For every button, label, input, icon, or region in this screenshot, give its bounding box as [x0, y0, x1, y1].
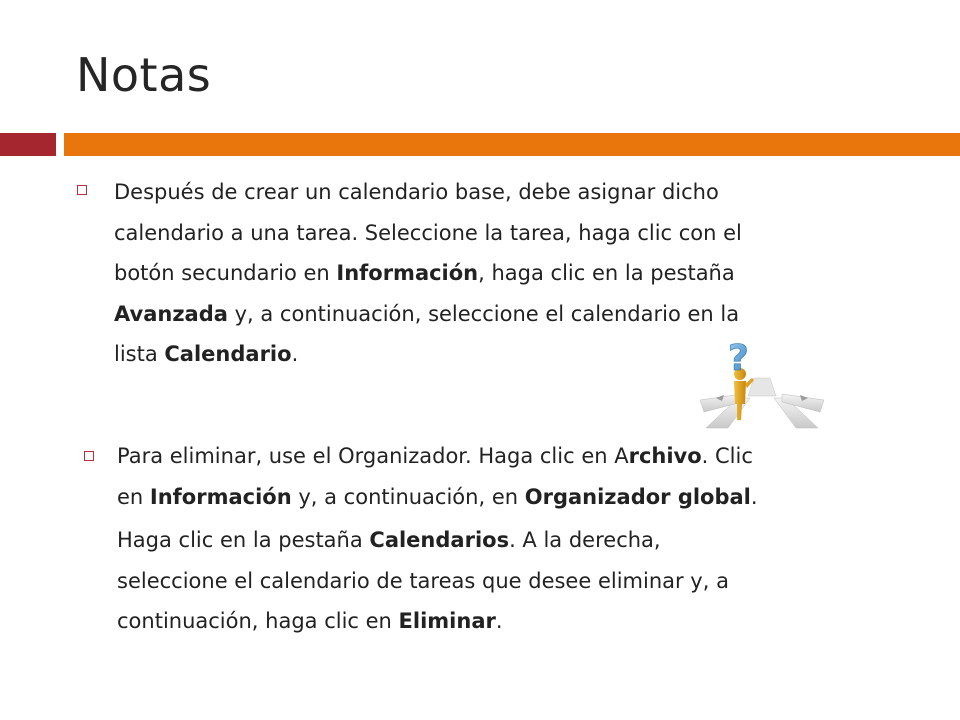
text-run: seleccione el calendario de tareas que desee eliminar y, a [117, 568, 729, 593]
text-line [81, 520, 729, 561]
bold-term: Avanzada [114, 301, 228, 326]
text-line [114, 334, 742, 375]
text-run: y, a continuación, en [291, 484, 525, 509]
text-line [114, 172, 742, 213]
text-run: . A la derecha, [509, 528, 661, 552]
text-line [114, 294, 742, 335]
text-run: en [117, 484, 150, 509]
text-run: lista [114, 342, 165, 366]
title-accent-bar-orange [64, 133, 960, 156]
bullet-marker [77, 185, 87, 195]
text-run: y, a continuación, seleccione el calendario en la [227, 301, 740, 326]
bold-term: Información [336, 261, 479, 285]
paragraph-calendars-tab [81, 520, 729, 642]
text-run: Después de crear un calendario base, debe asignar dicho [114, 180, 719, 204]
text-line [81, 601, 729, 642]
bullet-marker [84, 451, 94, 461]
page-title: Notas [76, 48, 212, 102]
bold-term: Información [149, 484, 292, 509]
bold-term: Organizador global [524, 484, 751, 509]
text-run: calendario a una tarea. Seleccione la tarea, haga clic con el [114, 220, 742, 245]
text-run: continuación, haga clic en [117, 609, 399, 633]
text-run: , haga clic en la pestaña [478, 261, 735, 285]
text-line [81, 561, 729, 602]
text-run: . [291, 342, 299, 366]
bold-term: Calendario [164, 342, 292, 366]
text-run: botón secundario en [114, 261, 337, 285]
title-accent-bar-red [0, 133, 56, 156]
text-run: . Clic [701, 444, 753, 468]
text-run: Haga clic en la pestaña [117, 528, 370, 552]
text-run: . [750, 484, 758, 509]
text-line [114, 253, 742, 294]
question-mark: ? [728, 338, 749, 379]
question-person-crossroads-icon [698, 338, 826, 434]
text-run: Para eliminar, use el Organizador. Haga clic en A [117, 444, 629, 468]
text-run: . [495, 609, 503, 633]
bold-term: Eliminar [398, 609, 496, 633]
bold-term: rchivo [628, 444, 702, 468]
bullet-text-organizer [117, 436, 758, 517]
text-line [114, 213, 742, 254]
bold-term: Calendarios [369, 528, 510, 552]
text-line [117, 477, 758, 518]
text-line [117, 436, 758, 477]
bullet-text-calendar-assign [114, 172, 742, 375]
